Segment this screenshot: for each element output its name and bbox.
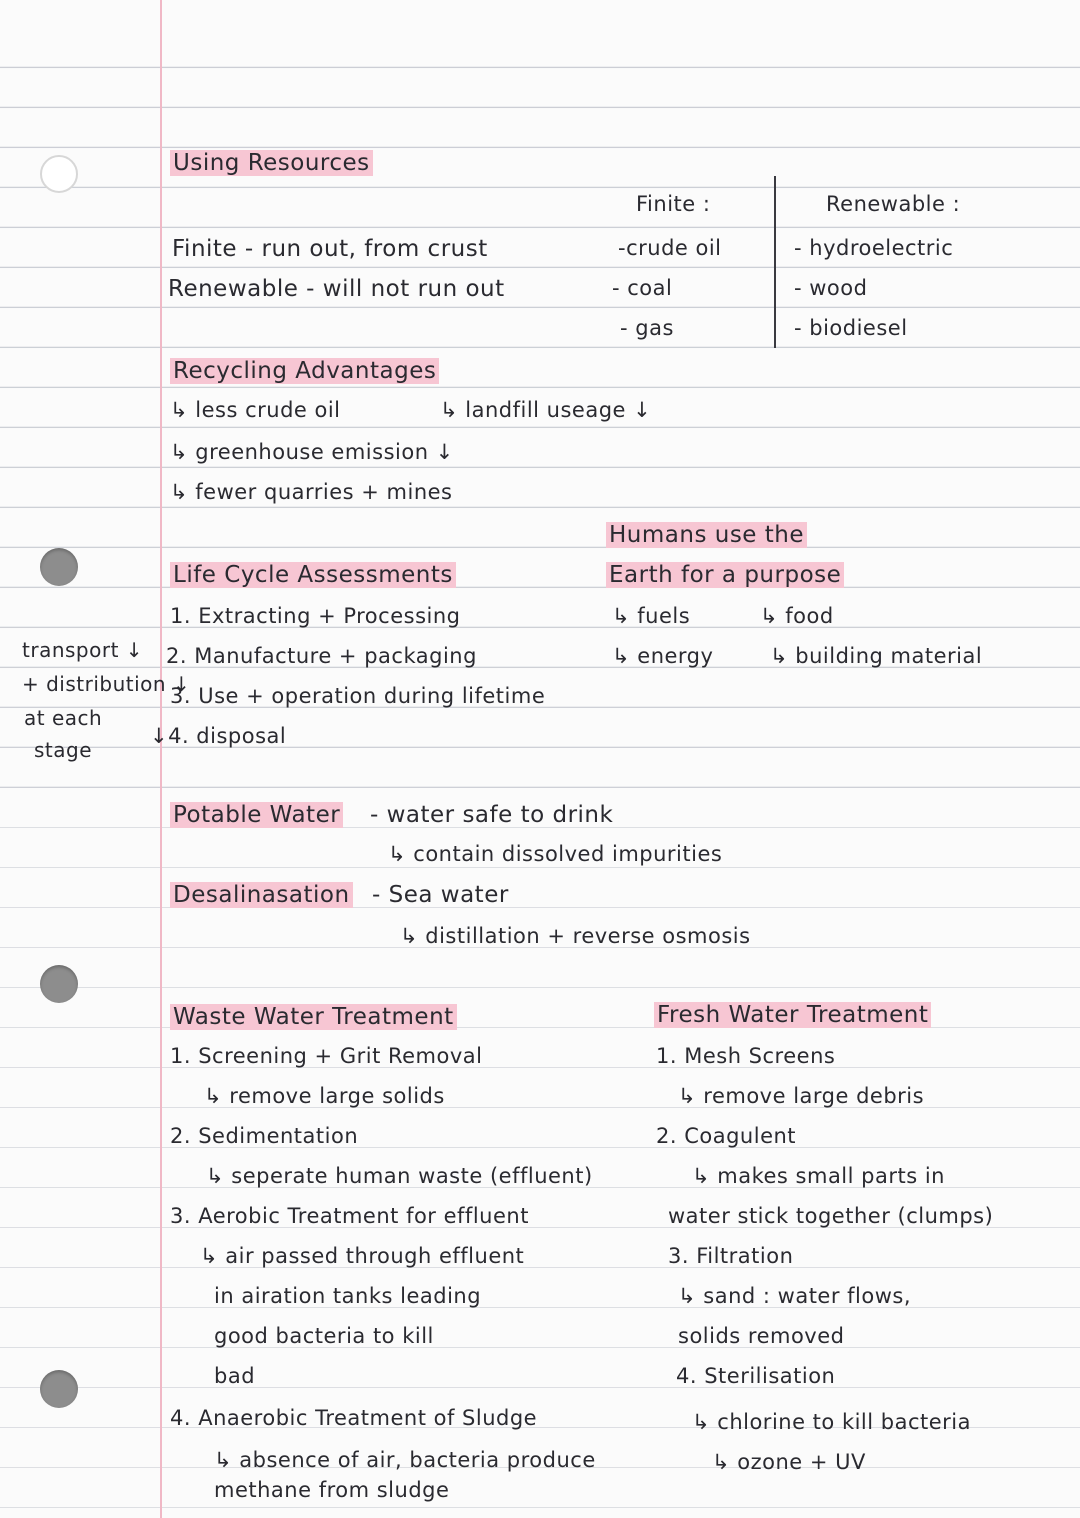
fresh-water-line: 1. Mesh Screens: [656, 1044, 836, 1068]
section-title-lca: Life Cycle Assessments: [170, 562, 456, 588]
section-title-waste-water: Waste Water Treatment: [170, 1004, 457, 1030]
waste-water-line: 3. Aerobic Treatment for effluent: [170, 1204, 529, 1228]
waste-water-line: 4. Anaerobic Treatment of Sludge: [170, 1406, 538, 1430]
renewable-item: - biodiesel: [794, 316, 908, 340]
lca-step: 1. Extracting + Processing: [170, 604, 461, 628]
recycling-item: ↳ less crude oil: [170, 398, 341, 422]
lca-side-note: stage: [34, 738, 93, 762]
fresh-water-line: ↳ chlorine to kill bacteria: [692, 1410, 972, 1434]
fresh-water-line: water stick together (clumps): [668, 1204, 994, 1228]
recycling-item: ↳ fewer quarries + mines: [170, 480, 453, 504]
fresh-water-line: ↳ remove large debris: [678, 1084, 925, 1108]
waste-water-line: ↳ seperate human waste (effluent): [206, 1164, 593, 1188]
finite-header: Finite :: [636, 192, 711, 216]
section-title-recycling: Recycling Advantages: [170, 358, 439, 384]
desalination-term: Desalinasation: [170, 882, 353, 908]
fresh-water-line: ↳ sand : water flows,: [678, 1284, 912, 1308]
waste-water-line: 2. Sedimentation: [170, 1124, 359, 1148]
waste-water-line: in airation tanks leading: [214, 1284, 482, 1308]
lca-side-note: + distribution ↓: [22, 672, 191, 696]
desalination-note: ↳ distillation + reverse osmosis: [400, 924, 751, 948]
waste-water-line: ↳ air passed through effluent: [200, 1244, 525, 1268]
binder-hole-4: [40, 1370, 78, 1408]
waste-water-line: 1. Screening + Grit Removal: [170, 1044, 483, 1068]
humans-use: ↳ fuels: [612, 604, 691, 628]
renewable-header: Renewable :: [826, 192, 961, 216]
finite-item: - gas: [620, 316, 674, 340]
lca-step: ↓4. disposal: [150, 724, 287, 748]
waste-water-line: methane from sludge: [214, 1478, 450, 1502]
humans-heading-line2: Earth for a purpose: [606, 562, 844, 588]
humans-use: ↳ energy: [612, 644, 714, 668]
potable-water-definition: - water safe to drink: [370, 802, 614, 828]
finite-item: -crude oil: [618, 236, 722, 260]
renewable-item: - hydroelectric: [794, 236, 954, 260]
binder-hole-3: [40, 965, 78, 1003]
lca-side-note: transport ↓: [22, 638, 144, 662]
lca-step: 3. Use + operation during lifetime: [170, 684, 546, 708]
fresh-water-line: ↳ makes small parts in: [692, 1164, 945, 1188]
lca-side-note: at each: [24, 706, 103, 730]
fresh-water-line: 3. Filtration: [668, 1244, 794, 1268]
finite-item: - coal: [612, 276, 673, 300]
fresh-water-line: solids removed: [678, 1324, 845, 1348]
binder-hole-2: [40, 548, 78, 586]
table-divider: [774, 176, 776, 348]
renewable-definition: Renewable - will not run out: [168, 276, 505, 302]
renewable-item: - wood: [794, 276, 868, 300]
fresh-water-line: ↳ ozone + UV: [712, 1450, 866, 1474]
humans-heading-line1: Humans use the: [606, 522, 807, 548]
binder-hole-1: [40, 155, 78, 193]
potable-water-note: ↳ contain dissolved impurities: [388, 842, 723, 866]
margin-line: [160, 0, 162, 1518]
waste-water-line: good bacteria to kill: [214, 1324, 434, 1348]
waste-water-line: bad: [214, 1364, 256, 1388]
desalination-definition: - Sea water: [372, 882, 509, 908]
section-title-using-resources: Using Resources: [170, 150, 373, 176]
humans-use: ↳ food: [760, 604, 834, 628]
section-title-fresh-water: Fresh Water Treatment: [654, 1002, 931, 1028]
recycling-item: ↳ greenhouse emission ↓: [170, 440, 454, 464]
waste-water-line: ↳ absence of air, bacteria produce: [214, 1448, 596, 1472]
waste-water-line: ↳ remove large solids: [204, 1084, 445, 1108]
potable-water-term: Potable Water: [170, 802, 343, 828]
humans-use: ↳ building material: [770, 644, 983, 668]
fresh-water-line: 4. Sterilisation: [676, 1364, 836, 1388]
finite-definition: Finite - run out, from crust: [172, 236, 488, 262]
recycling-item: ↳ landfill useage ↓: [440, 398, 652, 422]
lca-step: 2. Manufacture + packaging: [166, 644, 477, 668]
fresh-water-line: 2. Coagulent: [656, 1124, 797, 1148]
